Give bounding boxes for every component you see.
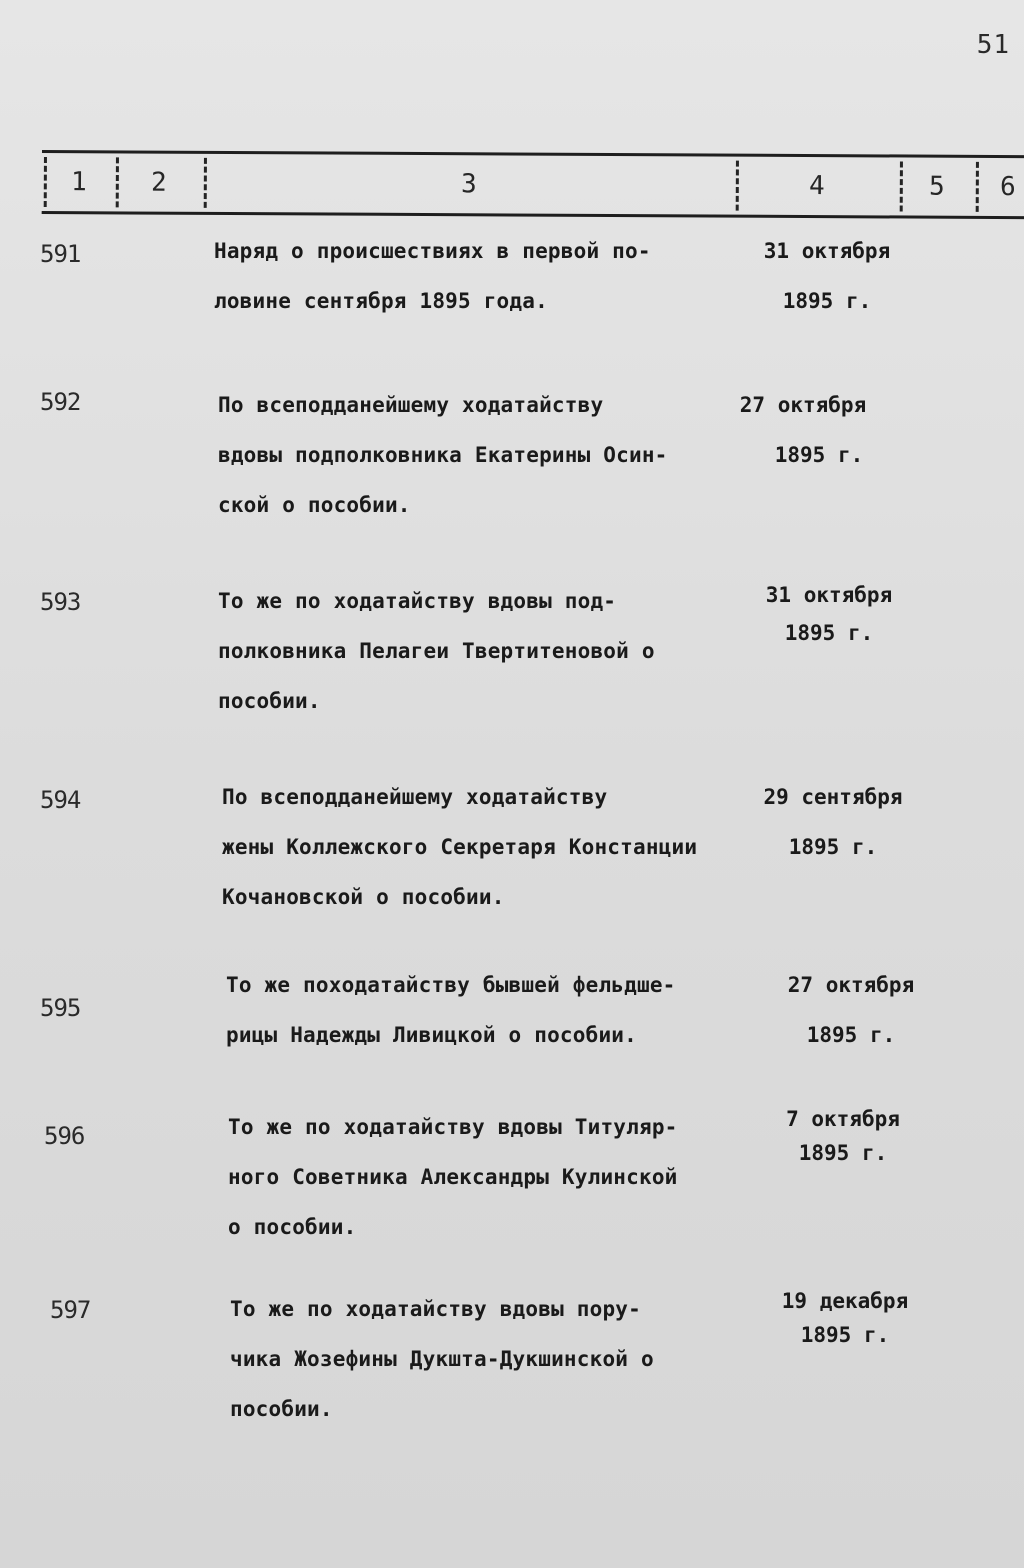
entry-description: То же по ходатайству вдовы под- полковника Пелагеи Твертитеновой о пособии. xyxy=(218,589,655,713)
entry-date-year: 1895 г. xyxy=(788,835,878,859)
entry-date-day-month: 29 сентября xyxy=(763,785,903,809)
entry-date-day-month: 19 декабря xyxy=(781,1289,909,1313)
entry-date xyxy=(708,380,898,480)
entry-date-day-month: 31 октября xyxy=(765,583,893,607)
entry-number: 596 xyxy=(44,1122,85,1150)
column-header-2: 2 xyxy=(150,167,167,198)
entry-number: 592 xyxy=(40,388,81,416)
entry-date-year: 1895 г. xyxy=(806,1023,896,1047)
entry-number: 593 xyxy=(40,588,81,616)
column-header-6: 6 xyxy=(999,172,1016,203)
entry-date-day-month: 27 октября xyxy=(787,973,915,997)
entry-date xyxy=(750,1284,940,1352)
column-header-row xyxy=(42,150,1024,219)
column-header-1: 1 xyxy=(70,167,87,198)
entry-description: То же по ходатайству вдовы Титуляр- ного Советника Александры Кулинской о пособии. xyxy=(228,1115,678,1239)
entry-date-year: 1895 г. xyxy=(800,1323,890,1347)
entry-date-year: 1895 г. xyxy=(798,1141,888,1165)
entry-date-day-month: 31 октября xyxy=(763,239,891,263)
entry-date xyxy=(738,772,928,872)
entry-description: Наряд о происшествиях в первой по- ловине сентября 1895 года. xyxy=(214,239,651,313)
entry-description: То же походатайству бывшей фельдше- рицы Надежды Ливицкой о пособии. xyxy=(226,973,676,1047)
entry-number: 591 xyxy=(40,240,81,268)
column-header-5: 5 xyxy=(928,171,945,202)
entry-date xyxy=(732,226,922,326)
entry-date-year: 1895 г. xyxy=(784,621,874,645)
entry-date xyxy=(734,576,924,652)
entry-description: По всеподданейшему ходатайству вдовы подполковника Екатерины Осин- ской о пособии. xyxy=(218,393,668,517)
entry-date xyxy=(748,1102,938,1170)
entry-number: 594 xyxy=(40,786,81,814)
entry-number: 597 xyxy=(50,1296,91,1324)
entry-date-year: 1895 г. xyxy=(782,289,872,313)
column-header-3: 3 xyxy=(460,169,477,200)
entry-date-year: 1895 г. xyxy=(774,443,864,467)
column-header-4: 4 xyxy=(808,171,825,202)
entry-date xyxy=(756,960,946,1060)
entry-description: По всеподданейшему ходатайству жены Коллежского Секретаря Констанции Кочановской о пособии. xyxy=(222,785,698,909)
page-number: 51 xyxy=(976,30,1010,60)
entry-description: То же по ходатайству вдовы пору- чика Жозефины Дукшта-Дукшинской о пособии. xyxy=(230,1297,654,1421)
entry-date-day-month: 7 октября xyxy=(786,1107,900,1131)
entry-number: 595 xyxy=(40,994,81,1022)
entry-date-day-month: 27 октября xyxy=(739,393,867,417)
